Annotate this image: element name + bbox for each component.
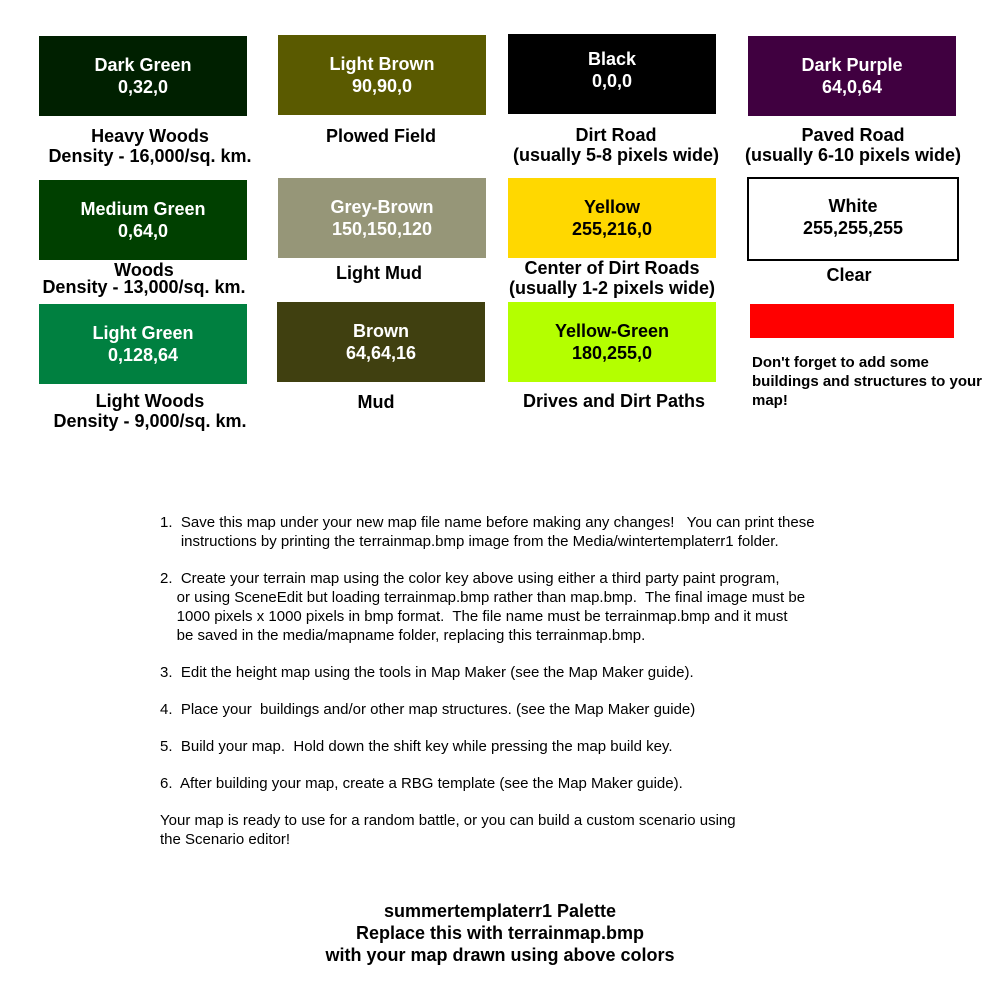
swatch-rgb: 255,255,255: [802, 218, 904, 238]
swatch-dark-green: [39, 36, 247, 116]
swatch-name: White: [828, 196, 878, 216]
swatch-rgb: 255,216,0: [571, 219, 653, 239]
caption-drives-dirt-paths: [494, 391, 734, 411]
swatch-name: Dark Purple: [801, 55, 903, 75]
caption-line: Drives and Dirt Paths: [522, 391, 706, 411]
swatch-grey-brown: [278, 178, 486, 258]
swatch-black: [508, 34, 716, 114]
swatch-rgb: 0,128,64: [107, 345, 179, 365]
swatch-name: Yellow: [583, 197, 641, 217]
swatch-name: Black: [587, 49, 637, 69]
caption-line: (usually 6-10 pixels wide): [744, 145, 962, 165]
swatch-rgb: 180,255,0: [571, 343, 653, 363]
caption-line: Clear: [826, 265, 872, 285]
caption-heavy-woods: [30, 126, 270, 166]
swatch-name: Medium Green: [80, 199, 206, 219]
swatch-rgb: 0,64,0: [117, 221, 169, 241]
caption-line: Light Mud: [336, 263, 422, 283]
swatch-rgb: 90,90,0: [351, 76, 413, 96]
swatch-brown: [277, 302, 485, 382]
instruction-step: 4. Place your buildings and/or other map structures. (see the Map Maker guide): [160, 701, 696, 718]
swatch-name: Light Green: [92, 323, 194, 343]
caption-line: Density - 9,000/sq. km.: [53, 411, 247, 431]
caption-dirt-road: [496, 125, 736, 165]
caption-line: Mud: [357, 392, 395, 412]
caption-line: Dirt Road: [575, 125, 657, 145]
swatch-yellow-green: [508, 302, 716, 382]
footer-line: Replace this with terrainmap.bmp: [355, 923, 645, 943]
caption-woods: [24, 262, 264, 296]
instructions: [160, 513, 940, 867]
caption-paved-road: [733, 125, 973, 165]
swatch-dark-purple: [748, 36, 956, 116]
caption-center-dirt-roads: [492, 258, 732, 298]
caption-line: Heavy Woods: [91, 126, 209, 146]
swatch-light-brown: [278, 35, 486, 115]
caption-line: (usually 1-2 pixels wide): [508, 278, 716, 298]
palette-footer: [250, 900, 750, 966]
swatch-yellow: [508, 178, 716, 258]
caption-plowed-field: [261, 126, 501, 146]
caption-line: Density - 13,000/sq. km.: [42, 277, 246, 297]
swatch-rgb: 64,64,16: [345, 343, 417, 363]
swatch-name: Grey-Brown: [330, 197, 434, 217]
caption-line: Center of Dirt Roads: [524, 258, 700, 278]
instruction-step: 1. Save this map under your new map file name before making any changes! You can print these instructions by printing the terrainmap.bmp image from the Media/wintertemplaterr1 folder.: [160, 514, 815, 550]
caption-line: Plowed Field: [325, 126, 436, 146]
instruction-closing: Your map is ready to use for a random battle, or you can build a custom scenario using the Scenario editor!: [160, 812, 736, 848]
footer-line: with your map drawn using above colors: [325, 945, 675, 965]
caption-light-woods: [30, 391, 270, 431]
swatch-rgb: 64,0,64: [821, 77, 883, 97]
caption-line: Density - 16,000/sq. km.: [48, 146, 252, 166]
buildings-note: Don't forget to add some buildings and structures to your map!: [752, 354, 983, 409]
caption-line: Woods: [114, 260, 174, 280]
instruction-step: 6. After building your map, create a RBG template (see the Map Maker guide).: [160, 775, 683, 792]
swatch-name: Brown: [353, 321, 409, 341]
instruction-step: 2. Create your terrain map using the color key above using either a third party paint program, or using SceneEdit but loading terrainmap.bmp rather than map.bmp. The final image must be 1000 pixels x 1000 pixels in bmp format. The file name must be terrainmap.bmp and it must be saved in the media/mapname folder, replacing this terrainmap.bmp.: [160, 570, 806, 644]
caption-line: (usually 5-8 pixels wide): [512, 145, 720, 165]
swatch-name: Yellow-Green: [554, 321, 670, 341]
instruction-step: 3. Edit the height map using the tools in Map Maker (see the Map Maker guide).: [160, 664, 694, 681]
swatch-rgb: 150,150,120: [331, 219, 433, 239]
swatch-red: [750, 304, 954, 338]
swatch-rgb: 0,0,0: [591, 71, 633, 91]
footer-title: summertemplaterr1 Palette: [383, 901, 617, 921]
caption-line: Light Woods: [95, 391, 205, 411]
swatch-name: Dark Green: [94, 55, 192, 75]
swatch-medium-green: [39, 180, 247, 260]
swatch-white: [747, 177, 959, 261]
swatch-light-green: [39, 304, 247, 384]
instruction-step: 5. Build your map. Hold down the shift key while pressing the map build key.: [160, 738, 673, 755]
caption-mud: [256, 392, 496, 412]
swatch-rgb: 0,32,0: [117, 77, 169, 97]
caption-line: Paved Road: [801, 125, 905, 145]
caption-clear: [729, 265, 969, 285]
swatch-name: Light Brown: [329, 54, 435, 74]
caption-light-mud: [259, 263, 499, 283]
